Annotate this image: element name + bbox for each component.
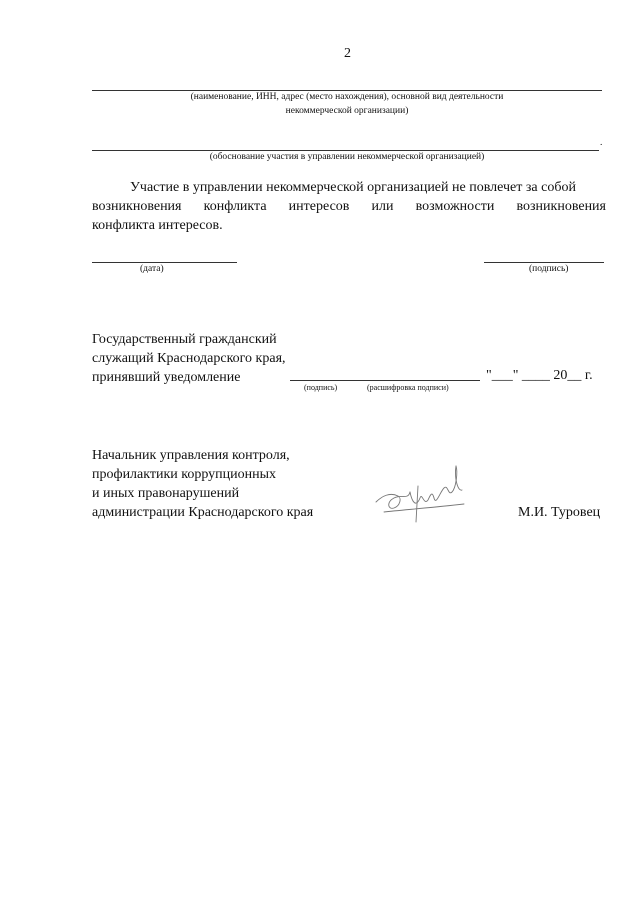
signature-caption: (подпись) [529, 264, 569, 274]
statement-line-2: возникновения конфликта интересов или возможности возникновения [92, 199, 606, 214]
chief-line-1: Начальник управления контроля, [92, 448, 290, 463]
official-line-1: Государственный гражданский [92, 332, 277, 347]
signature-line [484, 262, 604, 263]
handwritten-signature [372, 462, 472, 524]
org-name-caption-2: некоммерческой организации) [285, 106, 409, 116]
statement-line-1: Участие в управлении некоммерческой организацией не повлечет за собой [130, 180, 576, 195]
chief-line-2: профилактики коррупционных [92, 467, 277, 482]
page-number: 2 [344, 46, 351, 61]
justification-dot: . [600, 138, 603, 148]
date-line [92, 262, 237, 263]
official-line-3: принявший уведомление [92, 370, 241, 385]
official-line-2: служащий Краснодарского края, [92, 351, 286, 366]
statement-line-3: конфликта интересов. [92, 218, 223, 233]
justification-caption: (обоснование участия в управлении некоммерческой организацией) [209, 152, 485, 162]
date-caption: (дата) [140, 264, 164, 274]
chief-name: М.И. Туровец [518, 505, 601, 520]
official-signature-line [290, 380, 480, 381]
org-name-caption-1: (наименование, ИНН, адрес (место нахождения), основной вид деятельности [190, 92, 504, 102]
org-name-line [92, 90, 602, 91]
justification-line [92, 150, 599, 151]
official-signature-caption: (подпись) [304, 383, 338, 392]
chief-line-4: администрации Краснодарского края [92, 505, 314, 520]
official-decode-caption: (расшифровка подписи) [367, 383, 449, 392]
official-date-fields: "___" ____ 20__ г. [486, 368, 593, 383]
chief-line-3: и иных правонарушений [92, 486, 240, 501]
